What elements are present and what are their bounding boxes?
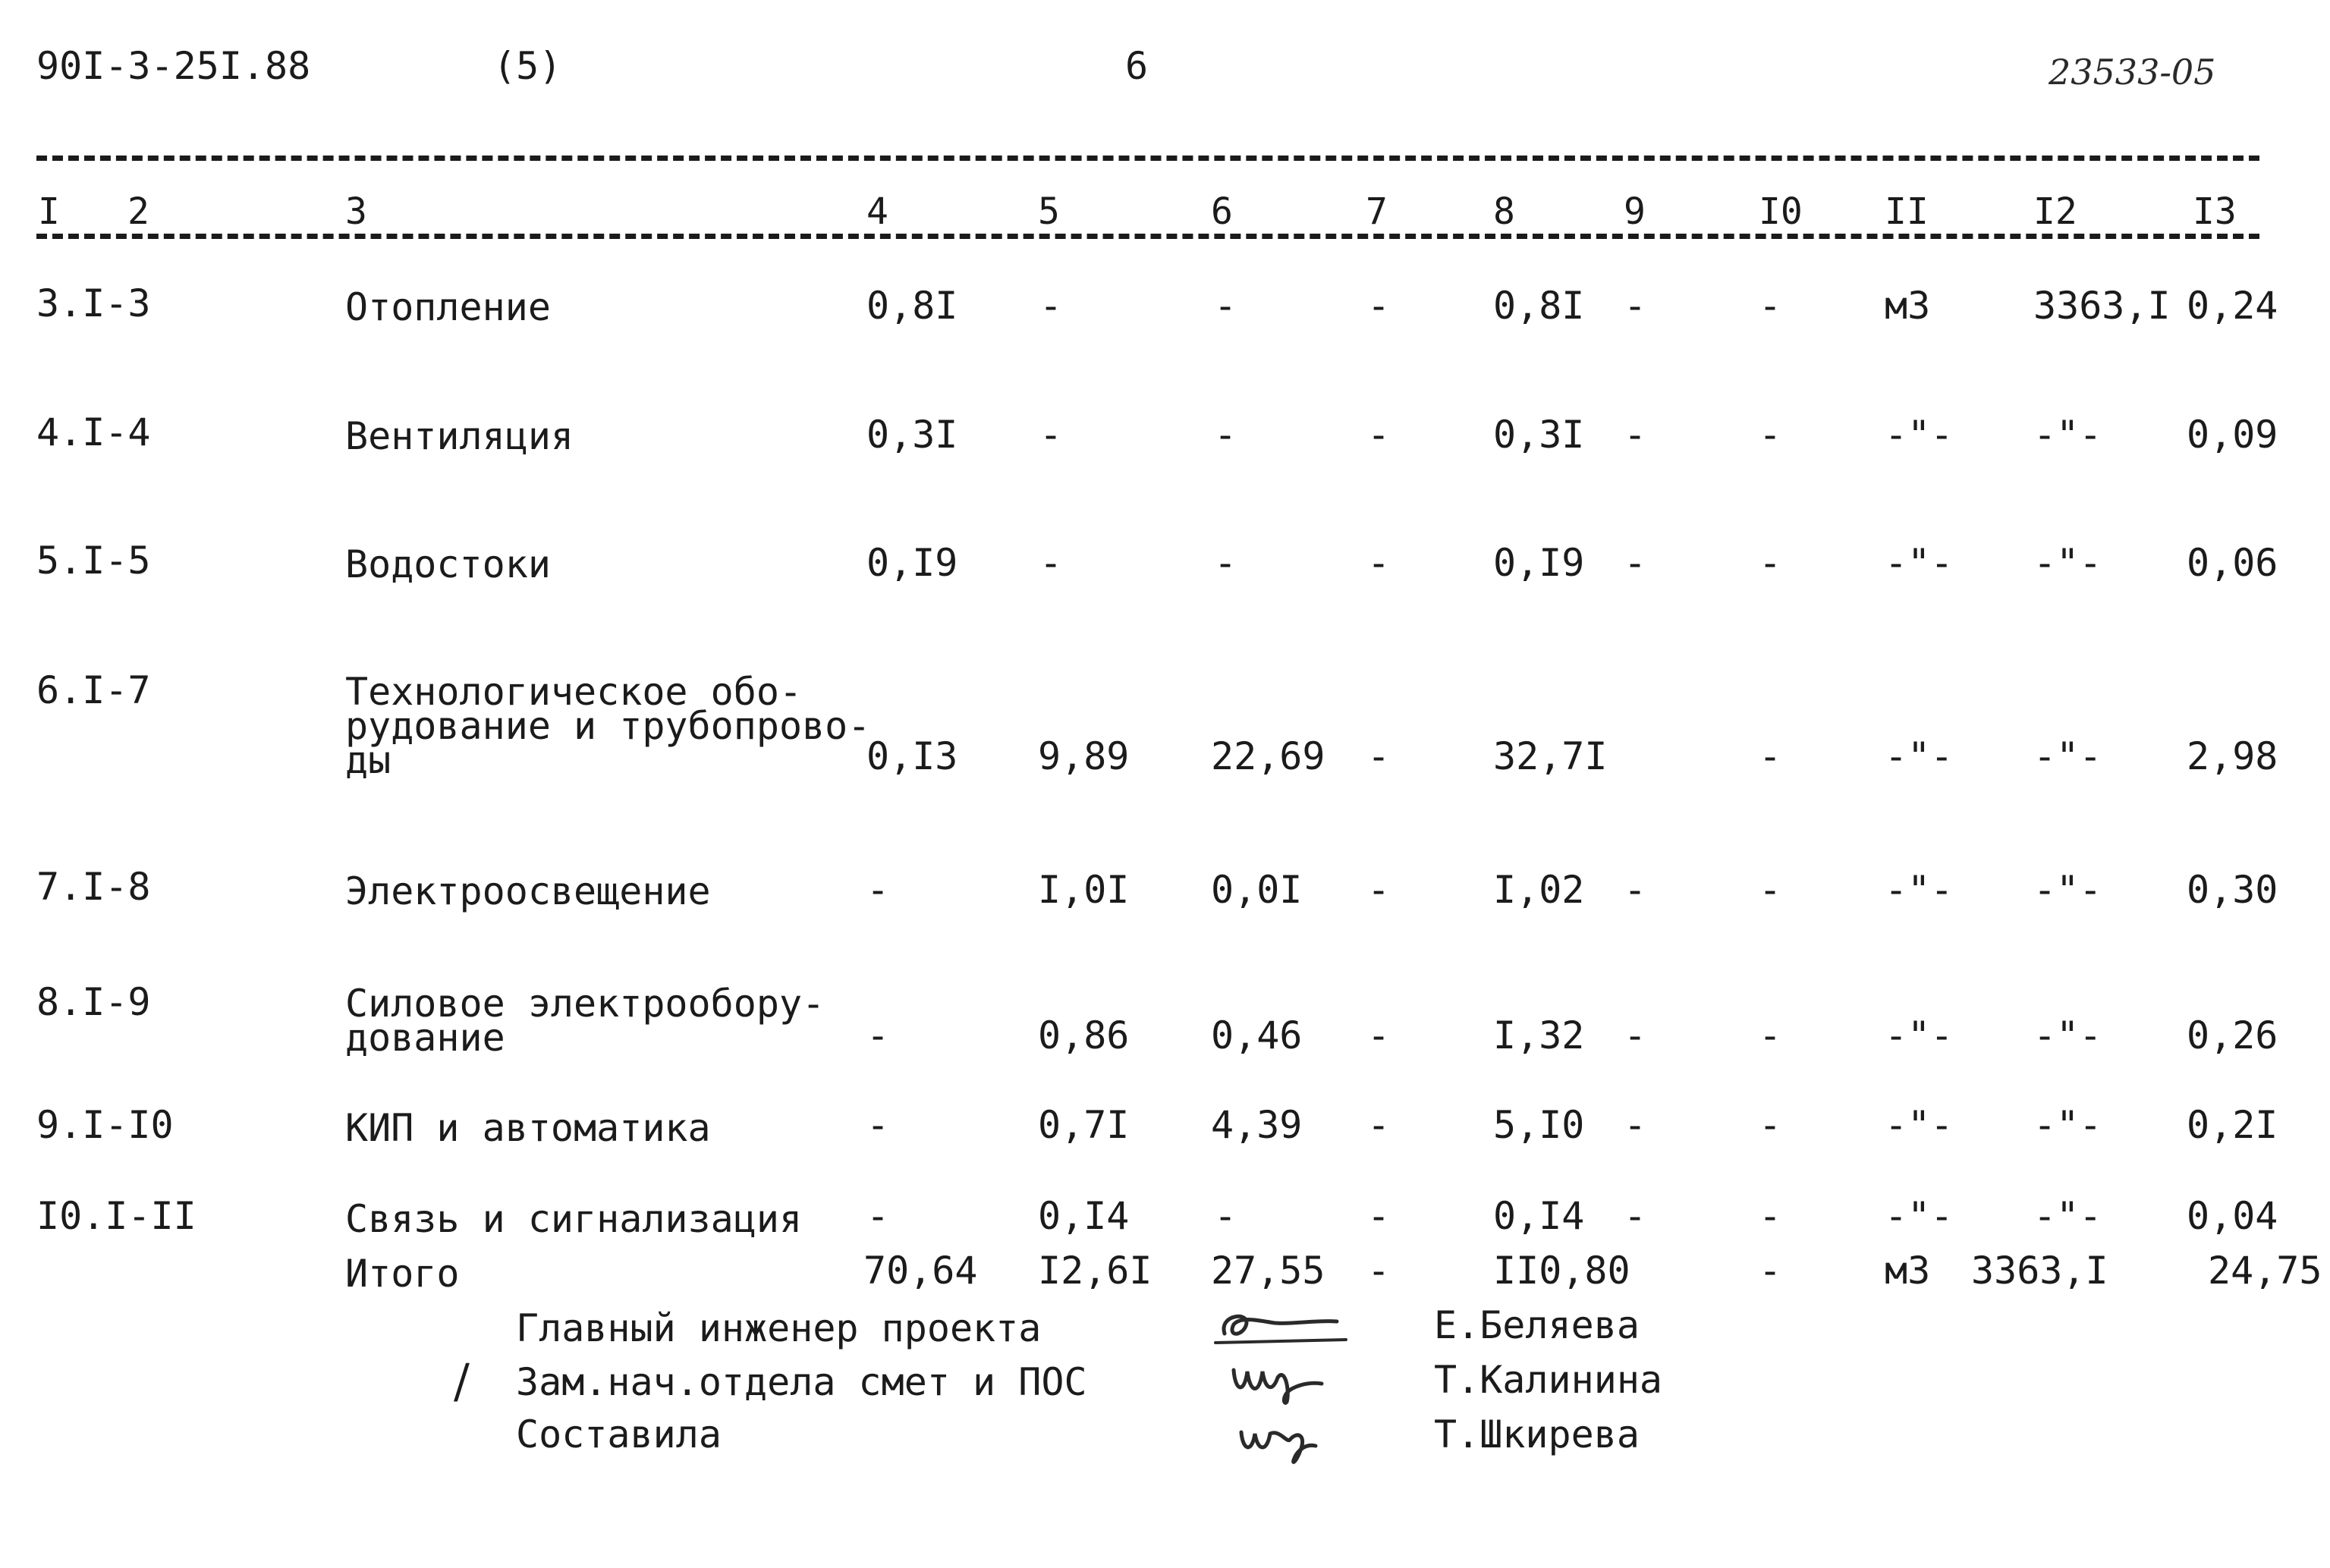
row-number: 4.I-4 — [36, 410, 151, 454]
cell-col8: 32,7I — [1493, 734, 1608, 778]
row-number: 7.I-8 — [36, 865, 151, 909]
cell-col8: 0,I4 — [1493, 1194, 1585, 1238]
cell-col7: - — [1367, 541, 1391, 585]
column-header: 4 — [866, 190, 888, 233]
cell-col7: - — [1367, 1103, 1391, 1147]
cell-col5: 0,86 — [1038, 1013, 1130, 1057]
cell-col12: -"- — [2033, 1103, 2102, 1147]
cell-col10: - — [1759, 1103, 1782, 1147]
cell-col10: - — [1759, 1013, 1782, 1057]
signatory-role: Зам.нач.отдела смет и ПОС — [516, 1360, 1087, 1404]
cell-col11: м3 — [1885, 284, 1931, 328]
cell-col13: 0,04 — [2187, 1194, 2278, 1238]
row-number: 6.I-7 — [36, 668, 151, 712]
cell-col13: 0,24 — [2187, 284, 2278, 328]
signatory-name: Т.Шкирева — [1434, 1412, 1640, 1456]
column-header: 9 — [1624, 190, 1646, 233]
cell-col11: -"- — [1885, 1194, 1954, 1238]
cell-col10: - — [1759, 1194, 1782, 1238]
cell-col6: 22,69 — [1211, 734, 1325, 778]
work-name: Технологическое обо- — [345, 670, 803, 714]
cell-col13: 0,30 — [2187, 868, 2278, 912]
cell-col11: -"- — [1885, 868, 1954, 912]
cell-col12: -"- — [2033, 868, 2102, 912]
margin-mark: / — [454, 1353, 470, 1409]
cell-col8: I,02 — [1493, 868, 1585, 912]
cell-col6: - — [1214, 284, 1237, 328]
cell-col7: - — [1367, 413, 1391, 457]
cell-col12: 3363,I — [2033, 284, 2171, 328]
cell-col9: - — [1624, 413, 1647, 457]
row-number: 8.I-9 — [36, 980, 151, 1024]
cell-col4: - — [866, 1103, 890, 1147]
cell-col5: I,0I — [1038, 868, 1130, 912]
cell-col12: -"- — [2033, 734, 2102, 778]
cell-col5: - — [1039, 541, 1063, 585]
column-header: I3 — [2193, 190, 2237, 233]
column-header: II — [1885, 190, 1929, 233]
work-name: КИП и автоматика — [345, 1106, 711, 1150]
archive-number: 23533-05 — [2049, 52, 2216, 93]
row-number: 9.I-I0 — [36, 1103, 174, 1147]
cell-col6: - — [1214, 413, 1237, 457]
cell-col8: 0,I9 — [1493, 541, 1585, 585]
row-number: 5.I-5 — [36, 539, 151, 583]
cell-col5: 0,7I — [1038, 1103, 1130, 1147]
column-header: 7 — [1366, 190, 1388, 233]
cell-col9: - — [1624, 868, 1647, 912]
column-header: I — [38, 190, 60, 233]
work-name: ды — [345, 738, 391, 782]
cell-col12: -"- — [2033, 1013, 2102, 1057]
cell-col10: - — [1759, 734, 1782, 778]
cell-col13: 0,26 — [2187, 1013, 2278, 1057]
cell-col4: - — [866, 1013, 890, 1057]
cell-col13: 0,09 — [2187, 413, 2278, 457]
cell-col10: - — [1759, 413, 1782, 457]
cell-col9: - — [1624, 1194, 1647, 1238]
cell-col5: - — [1039, 284, 1063, 328]
total-col11: м3 — [1885, 1249, 1931, 1293]
cell-col13: 0,06 — [2187, 541, 2278, 585]
column-header-rule — [36, 234, 2259, 239]
column-header: 3 — [345, 190, 367, 233]
cell-col8: 0,8I — [1493, 284, 1585, 328]
cell-col7: - — [1367, 1013, 1391, 1057]
column-header: 5 — [1038, 190, 1060, 233]
signatory-name: Т.Калинина — [1434, 1358, 1663, 1402]
work-name: дование — [345, 1016, 505, 1060]
cell-col7: - — [1367, 734, 1391, 778]
cell-col6: 0,46 — [1211, 1013, 1303, 1057]
signatory-name: Е.Беляева — [1434, 1303, 1640, 1347]
work-name: Связь и сигнализация — [345, 1197, 803, 1241]
cell-col9: - — [1624, 541, 1647, 585]
cell-col10: - — [1759, 541, 1782, 585]
column-header: 6 — [1211, 190, 1233, 233]
cell-col6: 4,39 — [1211, 1103, 1303, 1147]
work-name: рудование и трубопрово- — [345, 704, 871, 748]
cell-col7: - — [1367, 868, 1391, 912]
total-col6: 27,55 — [1211, 1249, 1325, 1293]
handwritten-signature — [1237, 1420, 1320, 1470]
cell-col7: - — [1367, 1194, 1391, 1238]
handwritten-signature — [1228, 1361, 1326, 1406]
cell-col6: 0,0I — [1211, 868, 1303, 912]
cell-col7: - — [1367, 284, 1391, 328]
document-code: 90I-3-25I.88 — [36, 44, 311, 88]
page-number: 6 — [1125, 44, 1149, 88]
cell-col11: -"- — [1885, 1013, 1954, 1057]
cell-col10: - — [1759, 284, 1782, 328]
work-name: Водостоки — [345, 542, 551, 586]
cell-col13: 2,98 — [2187, 734, 2278, 778]
part-number: (5) — [493, 44, 562, 88]
cell-col9: - — [1624, 1103, 1647, 1147]
cell-col11: -"- — [1885, 734, 1954, 778]
total-col10: - — [1759, 1249, 1782, 1293]
total-label: Итого — [345, 1252, 460, 1296]
total-col5: I2,6I — [1038, 1249, 1152, 1293]
total-col8: II0,80 — [1493, 1249, 1630, 1293]
cell-col8: I,32 — [1493, 1013, 1585, 1057]
cell-col11: -"- — [1885, 413, 1954, 457]
cell-col8: 5,I0 — [1493, 1103, 1585, 1147]
work-name: Отопление — [345, 285, 551, 329]
column-header: I0 — [1759, 190, 1803, 233]
cell-col9: - — [1624, 1013, 1647, 1057]
cell-col5: 9,89 — [1038, 734, 1130, 778]
cell-col4: - — [866, 868, 890, 912]
cell-col6: - — [1214, 1194, 1237, 1238]
cell-col5: - — [1039, 413, 1063, 457]
handwritten-signature — [1202, 1303, 1354, 1352]
total-col7: - — [1367, 1249, 1391, 1293]
column-header: 2 — [127, 190, 149, 233]
column-header: I2 — [2033, 190, 2077, 233]
cell-col8: 0,3I — [1493, 413, 1585, 457]
cell-col4: 0,3I — [866, 413, 958, 457]
work-name: Электроосвещение — [345, 869, 711, 913]
total-col4: 70,64 — [863, 1249, 978, 1293]
total-col12: 3363,I — [1971, 1249, 2108, 1293]
cell-col12: -"- — [2033, 1194, 2102, 1238]
work-name: Силовое электрообору- — [345, 982, 825, 1026]
cell-col11: -"- — [1885, 1103, 1954, 1147]
work-name: Вентиляция — [345, 414, 574, 458]
total-col13: 24,75 — [2208, 1249, 2322, 1293]
table-top-rule — [36, 156, 2259, 161]
cell-col13: 0,2I — [2187, 1103, 2278, 1147]
cell-col4: - — [866, 1194, 890, 1238]
cell-col5: 0,I4 — [1038, 1194, 1130, 1238]
cell-col4: 0,8I — [866, 284, 958, 328]
cell-col10: - — [1759, 868, 1782, 912]
signatory-role: Главный инженер проекта — [516, 1306, 1042, 1350]
cell-col12: -"- — [2033, 413, 2102, 457]
row-number: 3.I-3 — [36, 281, 151, 325]
signatory-role: Составила — [516, 1412, 722, 1456]
cell-col4: 0,I3 — [866, 734, 958, 778]
row-number: I0.I-II — [36, 1194, 197, 1238]
cell-col11: -"- — [1885, 541, 1954, 585]
cell-col6: - — [1214, 541, 1237, 585]
column-header: 8 — [1493, 190, 1515, 233]
cell-col4: 0,I9 — [866, 541, 958, 585]
cell-col9: - — [1624, 284, 1647, 328]
cell-col12: -"- — [2033, 541, 2102, 585]
